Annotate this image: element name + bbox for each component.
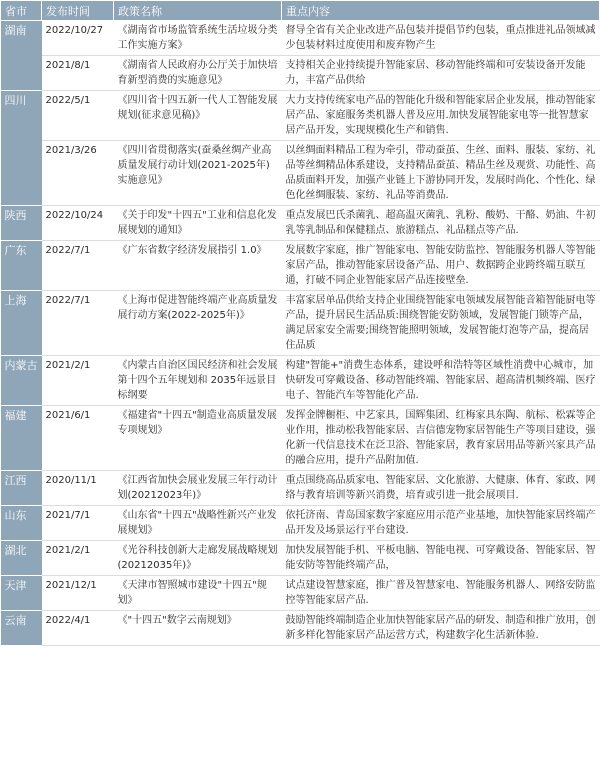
province-cell: 天津 [1,576,42,611]
policy-cell: 《湖南省市场监管系统生活垃圾分类工作实施方案》 [114,21,282,56]
province-cell: 上海 [1,291,42,356]
province-cell: 广东 [1,241,42,291]
table-row [1,21,600,56]
policy-cell: 《广东省数字经济发展指引 1.0》 [114,241,282,291]
content-cell: 依托济南、青岛国家数字家庭应用示范产业基地，加快智能家居终端产品开发及场景运行平台建设. [282,506,600,541]
province-cell: 陕西 [1,206,42,241]
table-header-row [1,1,600,21]
policy-cell: 《山东省"十四五"战略性新兴产业发展规划》 [114,506,282,541]
content-cell: 重点发展巴氏杀菌乳、超高温灭菌乳、乳粉、酸奶、干酪、奶油、牛初乳等乳制品和保健糕点、旅游糕点、礼品糕点等产品. [282,206,600,241]
date-cell: 2022/7/1 [42,291,114,356]
content-cell: 试点建设智慧家庭，推广普及智慧家电、智能服务机器人、网络安防监控等智能家居产品. [282,576,600,611]
content-cell: 重点围绕高品质家电、智能家居、文化旅游、大健康、体育、家政、网络与教育培训等新兴消费，培育或引进一批会展项目. [282,471,600,506]
content-cell: 以丝绸面料精品工程为牵引，带动蚕茧、生丝、面料、服装、家纺、礼品等丝绸精品体系建设，支持精品蚕茧、精品生丝及观赏、功能性、高品质面料开发，加强产业链上下游协同开发，发展时尚化、个性化、绿色化丝绸服装、家纺、礼品等消费品. [282,141,600,206]
date-cell: 2021/7/1 [42,506,114,541]
table-row [1,141,600,206]
content-cell: 构建"智能+"消费生态体系，建设呼和浩特等区域性消费中心城市，加快研发可穿戴设备、移动智能终端、智能家居、超高清机频终端、医疗电子、智能汽车等智能化产品. [282,356,600,406]
policy-cell: 《关于印发"十四五"工业和信息化发展规划的通知》 [114,206,282,241]
date-cell: 2021/3/26 [42,141,114,206]
table-row [1,406,600,471]
date-cell: 2022/5/1 [42,91,114,141]
content-cell: 加快发展智能手机、平板电脑、智能电视、可穿戴设备、智能家居、智能安防等智能终端产品， [282,541,600,576]
policy-cell: 《内蒙古自治区国民经济和社会发展第十四个五年规划和 2035年远景目标纲要 [114,356,282,406]
header-province: 省市 [1,1,42,21]
province-cell: 福建 [1,406,42,471]
date-cell: 2021/8/1 [42,56,114,91]
date-cell: 2022/4/1 [42,611,114,646]
content-cell: 督导全省有关企业改进产品包装并提倡节约包装，重点推进礼品领域减少包装材料过度使用和废弃物产生 [282,21,600,56]
table-row [1,291,600,356]
table-row [1,541,600,576]
policy-cell: 《湖南省人民政府办公厅关于加快培育新型消费的实施意见》 [114,56,282,91]
policy-cell: 《"十四五"数字云南规划》 [114,611,282,646]
policy-cell: 《光谷科技创新大走廊发展战略规划(20212035年)》 [114,541,282,576]
province-cell: 四川 [1,91,42,206]
table-row [1,206,600,241]
content-cell: 大力支持传统家电产品的智能化升级和智能家居企业发展，推动智能家居产品、家庭服务类机器人普及应用.加快发展智能家电等一批智慧家居产品开发，实现规模化生产和销售. [282,91,600,141]
policy-cell: 《天津市智照城市建设"十四五"规划》 [114,576,282,611]
province-cell: 湖南 [1,21,42,91]
table-row [1,356,600,406]
table-row [1,506,600,541]
province-cell: 江西 [1,471,42,506]
province-cell: 湖北 [1,541,42,576]
header-date: 发布时间 [42,1,114,21]
table-row [1,56,600,91]
policy-cell: 《四川省十四五新一代人工智能发展规划(征求意见稿)》 [114,91,282,141]
policy-cell: 《上海市促进智能终端产业高质量发展行动方案(2022-2025年)》 [114,291,282,356]
policy-cell: 《江西省加快会展业发展三年行动计划(20212023年)》 [114,471,282,506]
table-row [1,611,600,646]
policy-cell: 《福建省"十四五"制造业高质量发展专项规划》 [114,406,282,471]
date-cell: 2021/12/1 [42,576,114,611]
content-cell: 支持相关企业持续提升智能家居、移动智能终端和可安装设备开发能力，丰富产品供给 [282,56,600,91]
table-row [1,241,600,291]
content-cell: 发挥金牌橱柜、中艺家具，国辉集团、红梅家具东陶、航标、松霖等企业作用，推动松我智能家居、吉信德宠物家居智能生产等项目建设，强化新一代信息技术在泛卫浴、智能家居，教育家居用品等新兴家具产品的融合应用，提升产品附加值. [282,406,600,471]
date-cell: 2022/7/1 [42,241,114,291]
policy-cell: 《四川省贯彻落实(蚕桑丝绸产业高质量发展行动计划(2021-2025年)实施意见》 [114,141,282,206]
table-row [1,91,600,141]
date-cell: 2021/2/1 [42,541,114,576]
province-cell: 山东 [1,506,42,541]
header-content: 重点内容 [282,1,600,21]
date-cell: 2021/2/1 [42,356,114,406]
content-cell: 发展数字家庭，推广智能家电、智能安防监控、智能服务机器人等智能家居产品，推动智能家居设备产品、用户、数据跨企业跨终端互联互通，打破不同企业智能家居产品连接壁垒. [282,241,600,291]
province-cell: 内蒙古 [1,356,42,406]
date-cell: 2021/6/1 [42,406,114,471]
header-policy: 政策名称 [114,1,282,21]
date-cell: 2020/11/1 [42,471,114,506]
table-row [1,471,600,506]
province-cell: 云南 [1,611,42,646]
content-cell: 丰富家居单品供给支持企业围绕智能家电领域发展智能音箱智能厨电等产品，提升居民生活品质:围绕智能安防领域，发展智能门锁等产品，满足居家安全需要;围绕智能照明领域，发展智能灯泡等产品，提高居住品质 [282,291,600,356]
date-cell: 2022/10/27 [42,21,114,56]
content-cell: 鼓励智能终端制造企业加快智能家居产品的研发、制造和推广放用，创新多样化智能家居产品运营方式，构建数字化生活新体验. [282,611,600,646]
table-row [1,576,600,611]
date-cell: 2022/10/24 [42,206,114,241]
